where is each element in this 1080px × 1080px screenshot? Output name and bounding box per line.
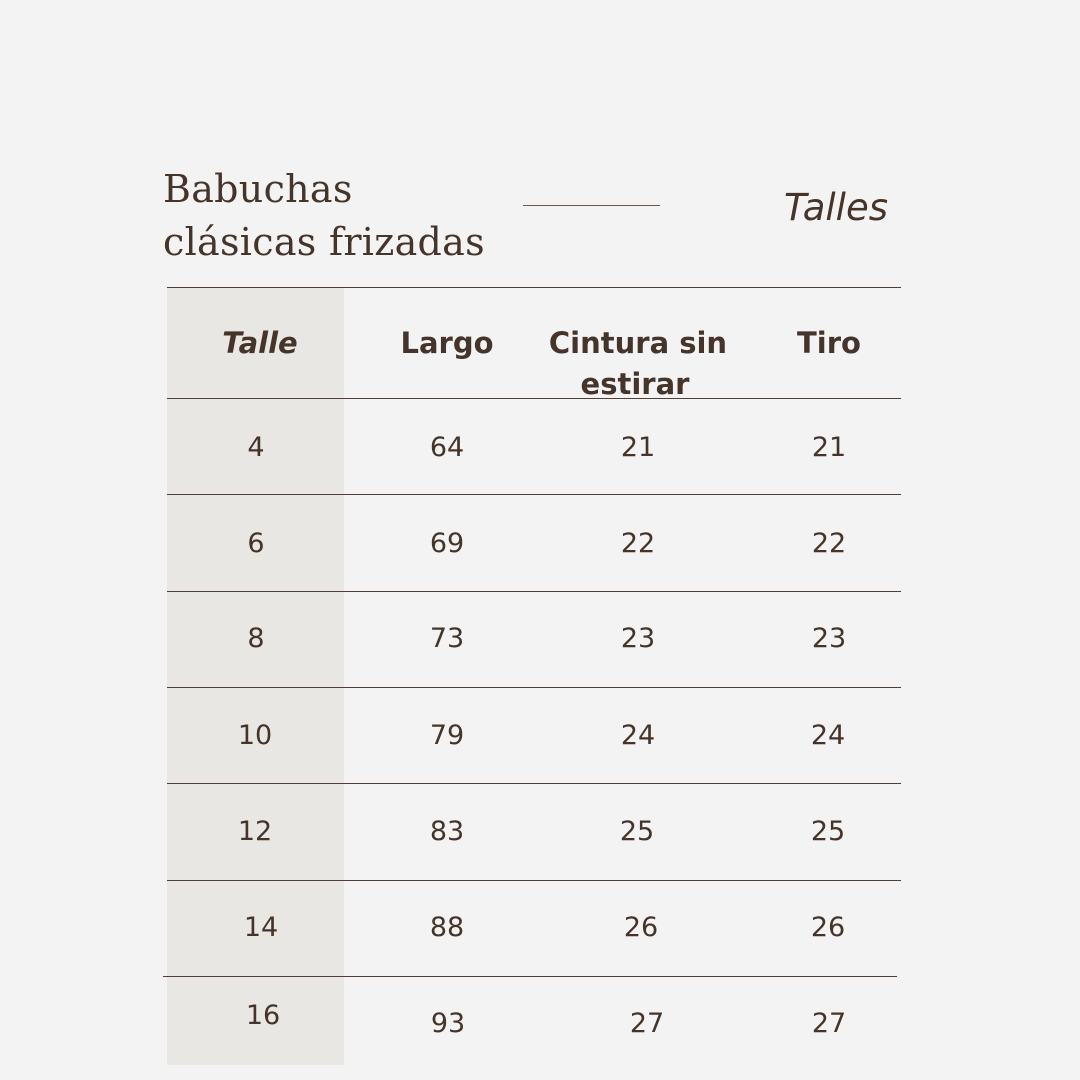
title-divider	[523, 205, 660, 206]
header-tiro: Tiro	[797, 326, 861, 360]
cell-tiro: 21	[811, 432, 847, 463]
cell-tiro: 25	[810, 816, 846, 847]
cell-talle: 6	[247, 528, 265, 559]
cell-tiro: 23	[811, 623, 847, 654]
cell-tiro: 22	[811, 528, 847, 559]
cell-cintura: 22	[620, 528, 656, 559]
cell-largo: 83	[429, 816, 465, 847]
row-divider	[167, 687, 901, 688]
cell-cintura: 27	[629, 1008, 665, 1039]
header-bottom-rule	[167, 398, 901, 399]
row-divider	[167, 783, 901, 784]
cell-talle: 4	[247, 432, 265, 463]
cell-cintura: 26	[623, 912, 659, 943]
cell-tiro: 26	[810, 912, 846, 943]
cell-largo: 93	[430, 1008, 466, 1039]
page-subtitle: Talles	[784, 186, 888, 229]
cell-talle: 10	[237, 720, 273, 751]
header-talle: Talle	[222, 326, 298, 360]
page-title	[163, 163, 485, 269]
cell-talle: 12	[237, 816, 273, 847]
cell-tiro: 24	[810, 720, 846, 751]
row-divider	[167, 880, 901, 881]
talle-column-band	[167, 288, 344, 1065]
header-cintura-line-2: estirar	[580, 367, 690, 401]
cell-talle: 8	[247, 623, 265, 654]
cell-largo: 69	[429, 528, 465, 559]
row-divider	[167, 494, 901, 495]
cell-talle: 16	[245, 1000, 281, 1031]
cell-largo: 64	[429, 432, 465, 463]
cell-tiro: 27	[811, 1008, 847, 1039]
cell-cintura: 24	[620, 720, 656, 751]
table-top-rule	[167, 287, 901, 288]
title-line-1: Babuchas	[163, 167, 353, 211]
header-largo: Largo	[400, 326, 494, 360]
cell-largo: 88	[429, 912, 465, 943]
row-divider	[167, 591, 901, 592]
cell-cintura: 25	[619, 816, 655, 847]
cell-talle: 14	[243, 912, 279, 943]
title-line-2: clásicas frizadas	[163, 220, 485, 264]
header-cintura-line-1: Cintura sin	[548, 326, 728, 360]
row-divider	[163, 976, 897, 977]
cell-cintura: 23	[620, 623, 656, 654]
cell-largo: 79	[429, 720, 465, 751]
cell-largo: 73	[429, 623, 465, 654]
cell-cintura: 21	[620, 432, 656, 463]
